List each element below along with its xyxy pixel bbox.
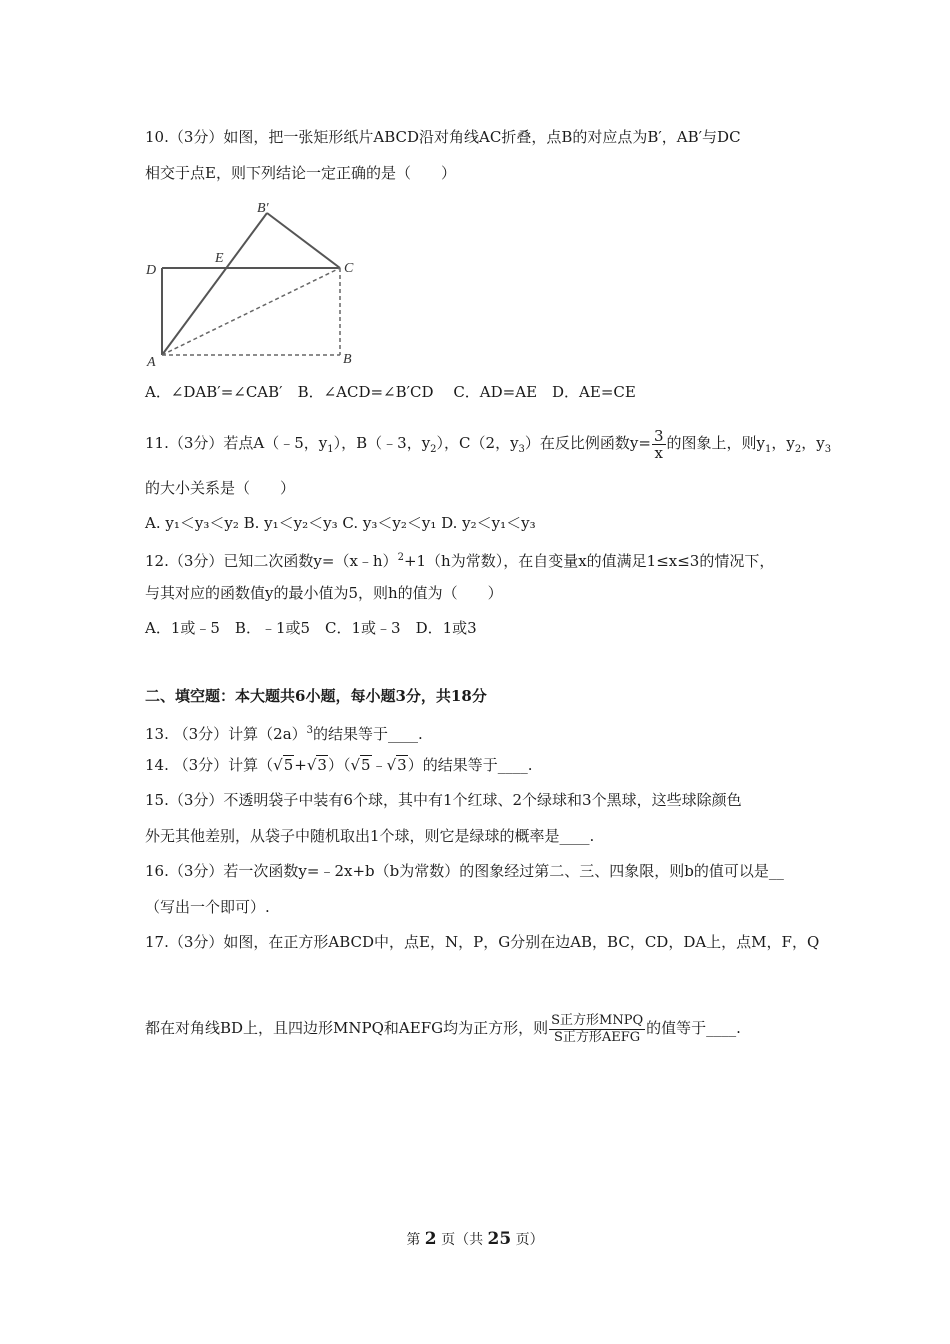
page-total: 25 (487, 1229, 512, 1249)
label-D: D (146, 263, 157, 278)
sqrt-5: √5 (273, 756, 294, 774)
sqrt-5: √5 (350, 756, 371, 774)
q17-line2: 都在对角线BD上，且四边形MNPQ和AEFG均为正方形，则 $\frac{\text{S正方形MNPQ}}{\text{S正方形AEFG}}$ 的值等于____. (145, 1012, 741, 1045)
label-E: E (215, 251, 224, 266)
label-C: C (344, 261, 354, 276)
q17-line1: 17.（3分）如图，在正方形ABCD中，点E，N，P，G分别在边AB，BC，CD，DA上，点M，F，Q (145, 933, 820, 951)
q17-fraction: $\frac{\text{S正方形MNPQ}}{\text{S正方形AEFG}}$ (551, 1012, 644, 1045)
q11-line2: 的大小关系是（ ） (145, 479, 296, 497)
q12-options: A．1或﹣5 B．﹣1或5 C．1或﹣3 D．1或3 (145, 619, 477, 637)
sqrt-3: √3 (386, 756, 407, 774)
q10-options: A．∠DAB′=∠CAB′ B．∠ACD=∠B′CD C．AD=AE D．AE=CE (145, 383, 636, 401)
q10-figure (140, 198, 370, 370)
q15-line1: 15.（3分）不透明袋子中装有6个球，其中有1个红球、2个绿球和3个黑球，这些球除颜色 (145, 791, 742, 809)
q12-line2: 与其对应的函数值y的最小值为5，则h的值为（ ） (145, 584, 503, 602)
edge-AB-prime (162, 213, 267, 355)
q10-line2: 相交于点E，则下列结论一定正确的是（ ） (145, 164, 456, 182)
section2-heading: 二、填空题：本大题共6小题，每小题3分，共18分 (145, 687, 487, 705)
diagonal-AC (162, 268, 340, 355)
edge-B-prime-C (267, 213, 340, 268)
q11-line1: 11.（3分）若点A（﹣5，$y_1$），B（﹣3，$y_2$），C（2，$y_3$）在反比例函数y= $\frac{3}{x}$ 的图象上，则$y_1$，$y_2$，$y_3$ (145, 426, 832, 462)
q11-options: A. y₁＜y₃＜y₂ B. y₁＜y₂＜y₃ C. y₃＜y₂＜y₁ D. y₂＜y₁＜y₃ (145, 514, 536, 532)
page-number: 2 (424, 1229, 437, 1249)
label-B-prime: B′ (257, 201, 269, 216)
label-A: A (147, 355, 156, 370)
q10-line1: 10.（3分）如图，把一张矩形纸片ABCD沿对角线AC折叠，点B的对应点为B′，AB′与DC (145, 128, 741, 146)
q16-line1: 16.（3分）若一次函数y=﹣2x+b（b为常数）的图象经过第二、三、四象限，则b的值可以是__ (145, 862, 784, 880)
q13: 13. （3分）计算$(2a)^3$的结果等于____. (145, 725, 423, 743)
q15-line2: 外无其他差别，从袋子中随机取出1个球，则它是绿球的概率是____. (145, 827, 595, 845)
q12-line1: 12.（3分）已知二次函数y=（x﹣h）$^2$+1（h为常数），在自变量x的值满足1≤x≤3的情况下， (145, 552, 775, 570)
label-B: B (343, 352, 352, 367)
q16-line2: （写出一个即可）. (145, 898, 270, 916)
sqrt-3: √3 (306, 756, 327, 774)
page-footer: 第 2 页（共 25 页） (406, 1229, 544, 1249)
q11-fraction: $\frac{3}{x}$ (653, 426, 664, 462)
q14: 14. （3分）计算（√5+√3）（√5﹣√3）的结果等于____. (145, 756, 533, 774)
